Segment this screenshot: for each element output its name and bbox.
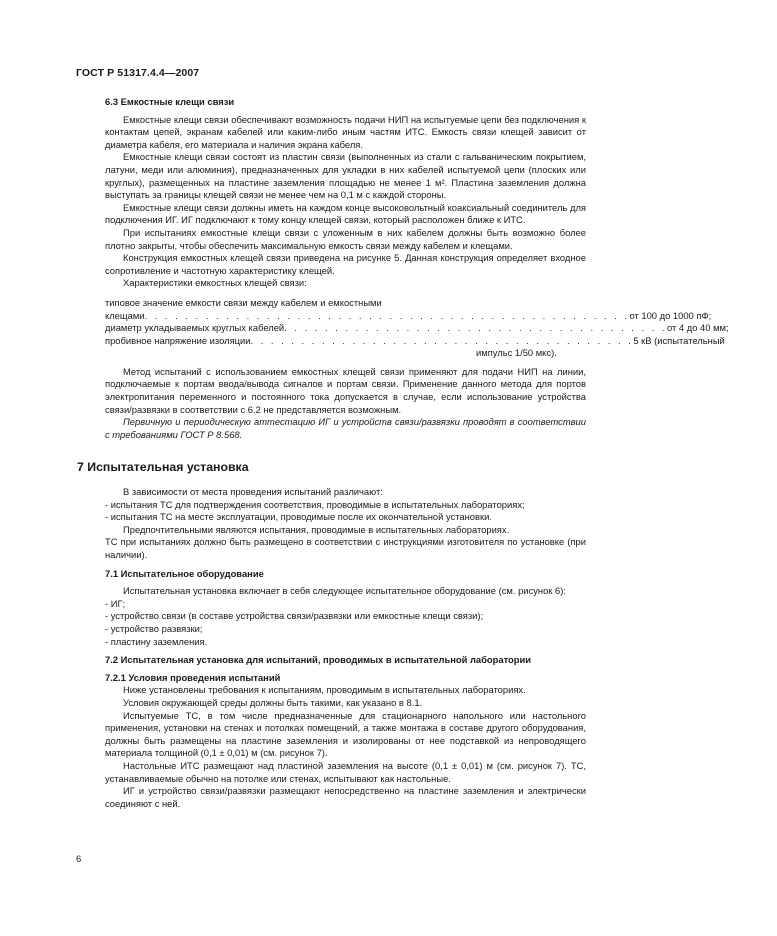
paragraph: Испытуемые ТС, в том числе предназначенные для стационарного напольного или настольного применения, установки на стенах и потолках помещений, а также монтажа в составе другого оборудования, должны быть размещены на пластине заземления и изолированы от нее подставкой из непроводящего материала толщиной (0,1 ± 0,01) м (см. рисунок 7).: [105, 709, 586, 759]
list-item: - испытания ТС на месте эксплуатации, проводимые после их окончательной установки.: [105, 511, 492, 523]
paragraph: ТС при испытаниях должно быть размещено в соответствии с инструкциями изготовителя по установке (при наличии).: [105, 536, 586, 560]
italic-paragraph: Первичную и периодическую аттестацию ИГ и устройств связи/развязки проводят в соответствии с требованиями ГОСТ Р 8.568.: [105, 416, 586, 440]
characteristic-row: [105, 334, 725, 348]
paragraph: Настольные ИТС размещают над пластиной заземления на высоте (0,1 ± 0,01) м (см. рисунок 7). ТС, устанавливаемые обычно на потолке или стенах, испытывают как настольные.: [105, 759, 586, 784]
paragraph: ИГ и устройство связи/развязки размещают непосредственно на пластине заземления и электрически соединяют с ней.: [105, 785, 586, 809]
characteristic-row: [105, 322, 729, 335]
list-item: - пластину заземления.: [105, 635, 208, 647]
document-header: ГОСТ Р 51317.4.4—2007: [76, 67, 200, 79]
paragraph: Ниже установлены требования к испытаниям, проводимым в испытательных лабораториях.: [123, 684, 526, 696]
characteristic-label: клещами: [105, 309, 145, 321]
paragraph: Метод испытаний с использованием емкостных клещей связи применяют для подачи НИП на линии, подключаемые к портам ввода/вывода сигналов и портам связи. Применение данного метода для портов электропитания переменного и постоянного тока допускается в случае, если использование устройства связи/развязки в соответствии с 6.2 не представляется возможным.: [105, 365, 586, 415]
section-7-2-heading: 7.2 Испытательная установка для испытаний, проводимых в испытательной лаборатории: [105, 654, 532, 666]
section-6-3-heading: 6.3 Емкостные клещи связи: [105, 96, 235, 107]
paragraph: Характеристики емкостных клещей связи:: [123, 277, 307, 289]
leader-dots: . . . . . . . . . . . . . . . . . . . . . . . . . . . . . . . . . . . . . .: [284, 322, 668, 334]
paragraph: Предпочтительными являются испытания, проводимые в испытательных лабораториях.: [123, 523, 510, 535]
list-item: - испытания ТС для подтверждения соответствия, проводимые в испытательных лабораториях;: [105, 498, 525, 510]
section-7-1-heading: 7.1 Испытательное оборудование: [105, 567, 264, 579]
characteristic-value: от 4 до 40 мм;: [667, 322, 729, 334]
section-7-heading: 7 Испытательная установка: [77, 460, 249, 475]
paragraph: Емкостные клещи связи обеспечивают возможность подачи НИП на испытуемые цепи без подключения к контактам цепей, экранам кабелей или каким-либо иным частям ИТС. Емкость связи клещей зависит от диаметра кабеля, его материала и наличия экрана кабеля.: [105, 113, 586, 150]
paragraph: Условия окружающей среды должны быть такими, как указано в 8.1.: [123, 696, 423, 708]
characteristic-continuation: импульс 1/50 мкс).: [476, 347, 557, 359]
paragraph: Конструкция емкостных клещей связи приведена на рисунке 5. Данная конструкция определяет входное сопротивление и частотную характеристику клещей.: [105, 252, 586, 276]
characteristic-row: [105, 309, 712, 323]
paragraph: При испытаниях емкостные клещи связи с уложенным в них кабелем должны быть возможно более плотно закрыты, чтобы обеспечить максимальную емкость связи между кабелем и клещами.: [105, 226, 586, 251]
leader-dots: . . . . . . . . . . . . . . . . . . . . . . . . . . . . . . . . . . . . . . . . . . . . . . . .: [144, 309, 630, 321]
paragraph: Испытательная установка включает в себя следующее испытательное оборудование (см. рисунок 6):: [123, 585, 566, 597]
paragraph: Емкостные клещи связи состоят из пластин связи (выполненных из стали с гальваническим покрытием, латуни, меди или алюминия), предназначенных для укладки в них кабелей испытуемой цепи (плоских или круглых), размещенных на пластине заземления площадью не менее 1 м². Пластина заземления должна выступать за границы клещей связи не менее чем на 0,1 м с каждой стороны.: [105, 151, 586, 201]
list-item: - ИГ;: [105, 597, 126, 609]
characteristic-label: диаметр укладываемых круглых кабелей: [105, 322, 285, 334]
characteristic-label: пробивное напряжение изоляции: [105, 334, 251, 346]
section-7-2-1-heading: 7.2.1 Условия проведения испытаний: [105, 671, 281, 683]
paragraph: В зависимости от места проведения испытаний различают:: [123, 486, 383, 498]
characteristic-value: от 100 до 1000 пФ;: [629, 309, 712, 321]
paragraph: Емкостные клещи связи должны иметь на каждом конце высоковольтный коаксиальный соединитель для подключения ИГ. ИГ подключают к тому концу клещей связи, который расположен ближе к ИТС.: [105, 201, 586, 226]
characteristic-value: 5 кВ (испытательный: [633, 334, 725, 346]
list-item: - устройство связи (в составе устройства связи/развязки или емкостные клещи связи);: [105, 610, 484, 622]
page-content: [77, 96, 729, 810]
characteristics-first-line: типовое значение емкости связи между кабелем и емкостными: [105, 296, 382, 308]
leader-dots: . . . . . . . . . . . . . . . . . . . . . . . . . . . . . . . . . . . . . .: [250, 334, 634, 346]
list-item: - устройство развязки;: [105, 622, 203, 634]
page-number: 6: [76, 853, 82, 864]
